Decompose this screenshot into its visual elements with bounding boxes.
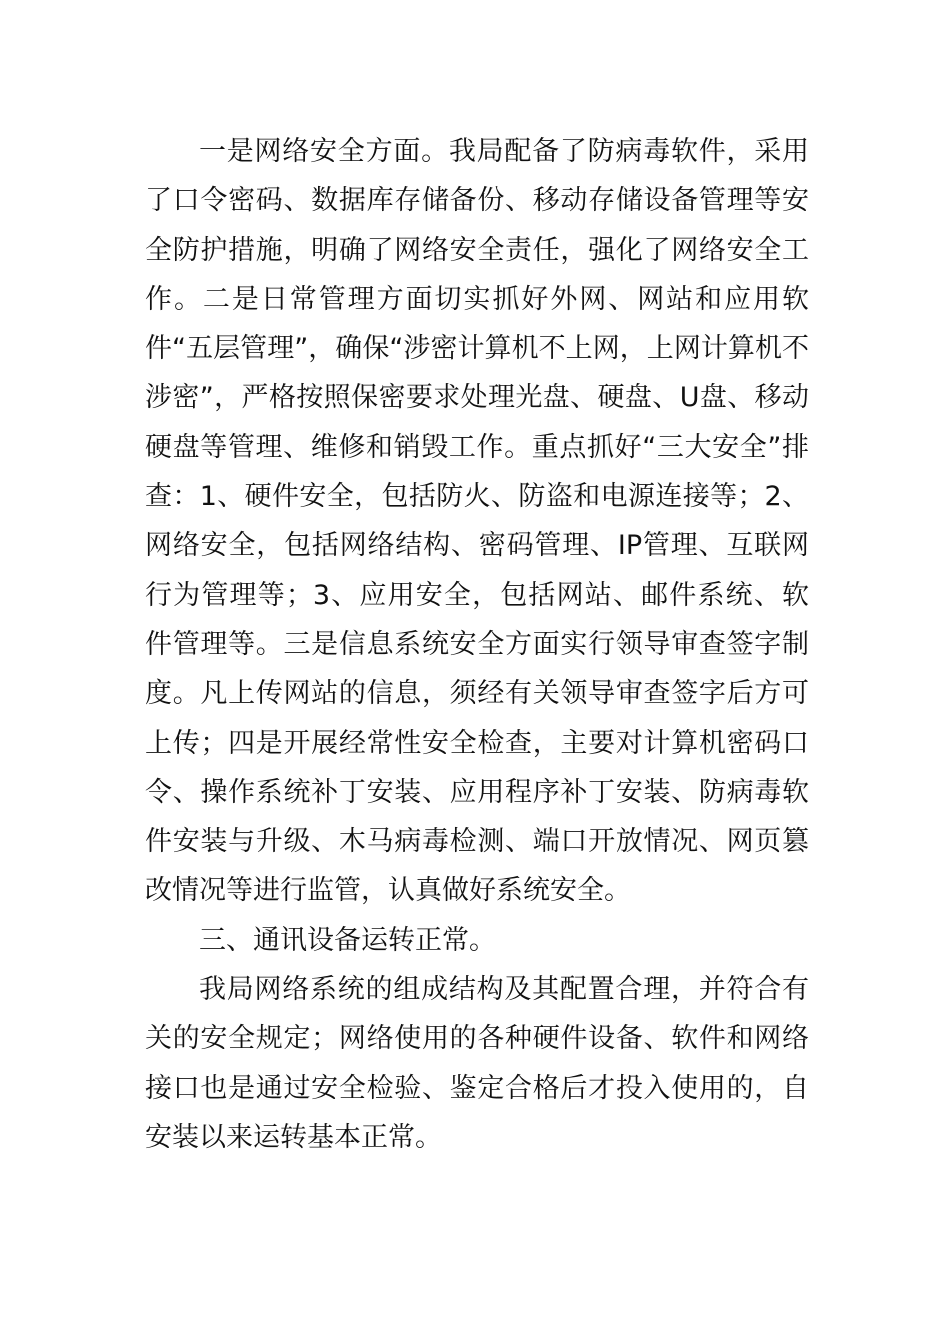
document-page bbox=[145, 127, 809, 1162]
section-heading-communication: 三、通讯设备运转正常。 bbox=[199, 924, 496, 956]
paragraph-network-security: 一是网络安全方面。我局配备了防病毒软件，采用了口令密码、数据库存储备份、移动存储设备管理等安全防护措施，明确了网络安全责任，强化了网络安全工作。二是日常管理方面切实抓好外网、网站和应用软件“五层管理”，确保“涉密计算机不上网，上网计算机不涉密”，严格按照保密要求处理光盘、硬盘、U盘、移动硬盘等管理、维修和销毁工作。重点抓好“三大安全”排查：1、硬件安全，包括防火、防盗和电源连接等；2、网络安全，包括网络结构、密码管理、IP管理、互联网行为管理等；3、应用安全，包括网站、邮件系统、软件管理等。三是信息系统安全方面实行领导审查签字制度。凡上传网站的信息，须经有关领导审查签字后方可上传；四是开展经常性安全检查，主要对计算机密码口令、操作系统补丁安装、应用程序补丁安装、防病毒软件安装与升级、木马病毒检测、端口开放情况、网页篡改情况等进行监管，认真做好系统安全。 bbox=[145, 136, 809, 907]
paragraph-network-system: 我局网络系统的组成结构及其配置合理，并符合有关的安全规定；网络使用的各种硬件设备、软件和网络接口也是通过安全检验、鉴定合格后才投入使用的，自安装以来运转基本正常。 bbox=[145, 974, 809, 1153]
